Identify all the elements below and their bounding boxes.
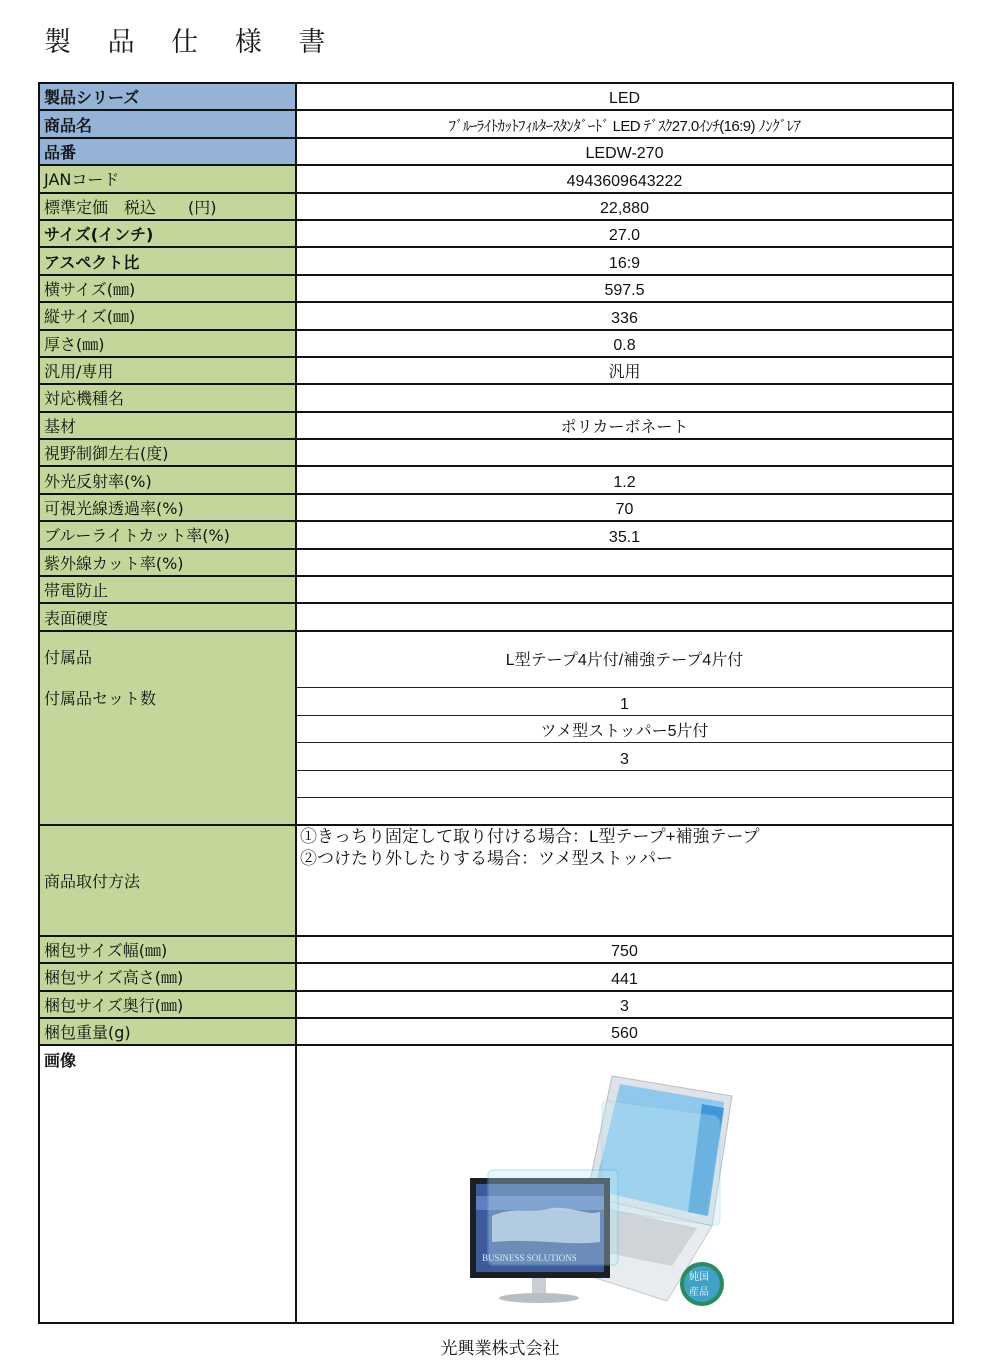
spec-value: 750: [611, 943, 638, 961]
spec-label: 横サイズ(㎜): [40, 276, 297, 301]
spec-row-bluelight-cut: [40, 522, 952, 549]
spec-value: 560: [611, 1025, 638, 1043]
spec-value: 汎用: [608, 364, 641, 382]
accessories-set-count-label: 付属品セット数: [44, 688, 157, 708]
spec-row-transmittance: [40, 495, 952, 522]
spec-value: 3: [620, 997, 629, 1015]
spec-label: 基材: [40, 413, 297, 438]
mounting-method-line: ①きっちり固定して取り付ける場合：L型テープ+補強テープ: [300, 826, 760, 846]
accessory-item: 3: [297, 743, 952, 771]
spec-label: JANコード: [40, 166, 297, 191]
monitor-illustration: [470, 1170, 618, 1303]
mounting-method-label: 商品取付方法: [40, 826, 297, 935]
spec-row-usage: [40, 358, 952, 385]
spec-label: アスペクト比: [40, 248, 297, 273]
accessories-values: [297, 632, 952, 824]
spec-row-product-name: [40, 111, 952, 138]
mounting-method-value: [297, 826, 952, 935]
accessories-label-cell: [40, 632, 297, 824]
image-row: [40, 1046, 952, 1322]
spec-value: 4943609643222: [566, 172, 683, 190]
spec-label: 対応機種名: [40, 385, 297, 410]
accessories-label: 付属品: [44, 647, 93, 667]
spec-label: ブルーライトカット率(%): [40, 522, 297, 547]
package-row-depth: [40, 992, 952, 1019]
spec-value: 27.0: [608, 227, 641, 245]
spec-label: 紫外線カット率(%): [40, 550, 297, 575]
spec-row-material: [40, 413, 952, 440]
spec-value: [297, 577, 952, 602]
spec-row-size-inch: [40, 221, 952, 248]
spec-value: 336: [611, 309, 638, 327]
spec-value: [297, 550, 952, 575]
spec-value: 70: [615, 501, 634, 519]
spec-label: 可視光線透過率(%): [40, 495, 297, 520]
spec-value: 22,880: [600, 199, 649, 217]
mounting-method-row: [40, 826, 952, 937]
spec-row-aspect: [40, 248, 952, 275]
spec-label: 品番: [40, 139, 297, 164]
mounting-method-line: ②つけたり外したりする場合：ツメ型ストッパー: [300, 848, 674, 868]
package-row-weight: [40, 1019, 952, 1046]
spec-label: 厚さ(㎜): [40, 331, 297, 356]
spec-value: 597.5: [604, 282, 645, 300]
spec-row-view-angle: [40, 440, 952, 467]
badge-text: 純国: [689, 1272, 709, 1284]
spec-label: 梱包サイズ幅(㎜): [40, 937, 297, 962]
accessories-row: [40, 632, 952, 826]
product-image-cell: [297, 1046, 952, 1322]
spec-label: 商品名: [40, 111, 297, 136]
product-illustration: [462, 1066, 742, 1306]
spec-label: 視野制御左右(度): [40, 440, 297, 465]
made-in-japan-badge: [680, 1262, 724, 1306]
accessory-item: ツメ型ストッパー5片付: [297, 716, 952, 743]
spec-label: サイズ(インチ): [40, 221, 297, 246]
package-row-width: [40, 937, 952, 964]
spec-row-uv-cut: [40, 550, 952, 577]
spec-value: LED: [608, 90, 641, 108]
spec-row-width: [40, 276, 952, 303]
spec-value: 1.2: [613, 473, 636, 491]
spec-value: 441: [611, 970, 638, 988]
spec-label: 帯電防止: [40, 577, 297, 602]
spec-value: ﾌﾞﾙｰﾗｲﾄｶｯﾄﾌｨﾙﾀｰｽﾀﾝﾀﾞｰﾄﾞ LED ﾃﾞｽｸ27.0ｲﾝﾁ(16:9) ﾉﾝｸﾞﾚｱ: [448, 117, 801, 135]
spec-value: LEDW-270: [585, 145, 664, 163]
document-title: 製 品 仕 様 書: [44, 27, 340, 58]
badge-text: 産品: [689, 1287, 709, 1299]
spec-row-antistatic: [40, 577, 952, 604]
accessory-item: 1: [297, 688, 952, 716]
spec-row-price: [40, 194, 952, 221]
image-label: 画像: [40, 1046, 297, 1322]
spec-value: 16:9: [608, 254, 641, 272]
spec-value: ポリカーボネート: [560, 419, 689, 437]
spec-label: 表面硬度: [40, 604, 297, 629]
spec-row-reflectance: [40, 467, 952, 494]
spec-label: 梱包サイズ奥行(㎜): [40, 992, 297, 1017]
spec-value: [297, 385, 952, 410]
spec-table: [38, 82, 954, 1324]
spec-row-jan: [40, 166, 952, 193]
spec-label: 標準定価 税込 (円): [40, 194, 297, 219]
spec-row-thickness: [40, 331, 952, 358]
accessory-item: L型テープ4片付/補強テープ4片付: [297, 632, 952, 688]
spec-label: 汎用/専用: [40, 358, 297, 383]
company-name: 光興業株式会社: [440, 1339, 560, 1359]
spec-label: 梱包重量(g): [40, 1019, 297, 1044]
spec-value: 0.8: [613, 336, 636, 354]
monitor-screen-text: BUSINESS SOLUTIONS: [482, 1253, 577, 1264]
spec-row-height: [40, 303, 952, 330]
spec-row-series: [40, 84, 952, 111]
accessory-item: [297, 798, 952, 824]
spec-label: 外光反射率(%): [40, 467, 297, 492]
spec-value: [297, 440, 952, 465]
spec-label: 縦サイズ(㎜): [40, 303, 297, 328]
spec-label: 製品シリーズ: [40, 84, 297, 109]
spec-row-hardness: [40, 604, 952, 631]
spec-value: [297, 604, 952, 629]
spec-label: 梱包サイズ高さ(㎜): [40, 964, 297, 989]
spec-value: 35.1: [608, 528, 641, 546]
accessory-item: [297, 771, 952, 798]
package-row-height: [40, 964, 952, 991]
spec-row-compatible-models: [40, 385, 952, 412]
spec-row-part-number: [40, 139, 952, 166]
